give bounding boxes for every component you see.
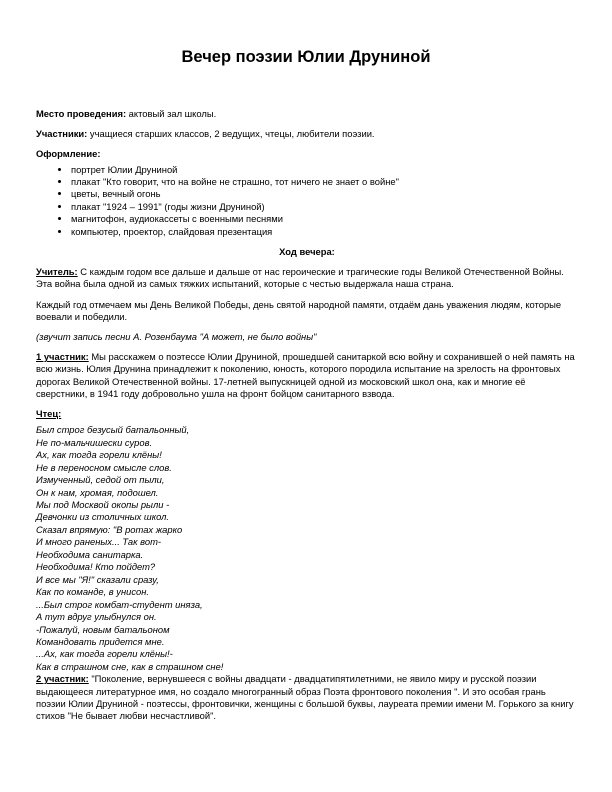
document-body xyxy=(36,108,578,730)
poem-line: Не в переносном смысле слов. xyxy=(36,461,172,473)
participants-label: Участники: xyxy=(36,128,88,140)
poem-line: Был строг безусый батальонный, xyxy=(36,424,190,436)
poem-line: Командовать придется мне. xyxy=(36,635,165,647)
poem-line: Ах, как тогда горели клёны! xyxy=(36,449,162,461)
list-item: • компьютер, проектор, слайдовая презентация xyxy=(71,226,578,238)
poem-line: А тут вдруг улыбнулся он. xyxy=(36,611,157,623)
course-heading: Ход вечера: xyxy=(279,246,335,258)
decor-label: Оформление: xyxy=(36,148,101,160)
venue-paragraph xyxy=(36,108,578,120)
decor-list xyxy=(36,164,578,238)
participants-paragraph xyxy=(36,128,578,140)
participant2-text: "Поколение, вернувшееся с войны двадцати - двадцатипятилетними, не явило миру и русской поэзии выдающееся литературное имя, но создало многогранный образ Поэта фронтового поколения ". И это особая грань поэзии Юлии Друниной - поэтессы, фронтовички, женщины с большой буквы, лауреата премии имени М. Горького за книгу стихов "Не бывает любви несчастливой". xyxy=(36,673,574,721)
poem xyxy=(36,424,578,673)
poem-line: Как по команде, в унисон. xyxy=(36,586,150,598)
venue-label: Место проведения: xyxy=(36,108,127,119)
venue-text: актовый зал школы. xyxy=(126,108,217,119)
list-item: • плакат "Кто говорит, что на войне не страшно, тот ничего не знает о войне" xyxy=(71,176,578,188)
list-item: • цветы, вечный огонь xyxy=(71,188,578,200)
poem-line: Девчонки из столичных школ. xyxy=(36,511,170,523)
poem-line: И много раненых... Так вот- xyxy=(36,536,162,548)
poem-line: -Пожалуй, новым батальоном xyxy=(36,623,170,635)
participant1-text: Мы расскажем о поэтессе Юлии Друниной, прошедшей санитаркой всю войну и сохранившей о ней память на всю жизнь. Юлия Друнина принадлежит к поколению, юность, которого породила испытание на зрелость на фронтовых дорогах Великой Отечественной войны. 17-летней выпускницей одной из московский школ она, как и многие её сверстники, в 1941 году добровольно ушла на фронт бойцом санитарного взвода. xyxy=(36,351,575,399)
poem-line: Не по-мальчишески суров. xyxy=(36,436,153,448)
poem-line: Необходима санитарка. xyxy=(36,548,144,560)
participant1-label: 1 участник: xyxy=(36,351,89,363)
victory-day-paragraph: Каждый год отмечаем мы День Великой Победы, день святой народной памяти, отдаём дань уважения людям, которые воевали и победили. xyxy=(36,298,562,322)
list-item: • портрет Юлии Друниной xyxy=(71,164,578,176)
poem-line: ...Был строг комбат-студент иняза, xyxy=(36,598,203,610)
list-item: • магнитофон, аудиокассеты с военными песнями xyxy=(71,213,578,225)
poem-line: ...Ах, как тогда горели клёны!- xyxy=(36,648,173,660)
participants-text: учащиеся старших классов, 2 ведущих, чтецы, любители поэзии. xyxy=(87,128,375,140)
teacher-text: С каждым годом все дальше и дальше от нас героические и трагические годы Великой Отечественной Войны. Эта война была одной из самых тяжких испытаний, которые с честью выдержала наша страна. xyxy=(36,266,564,290)
poem-line: И все мы "Я!" сказали сразу, xyxy=(36,573,159,585)
teacher-label: Учитель: xyxy=(36,266,78,278)
participant2-paragraph xyxy=(36,673,578,722)
list-item: • плакат "1924 – 1991" (годы жизни Друниной) xyxy=(71,201,578,213)
participant1-paragraph xyxy=(36,351,578,400)
poem-line: Как в страшном сне, как в страшном сне! xyxy=(36,660,224,672)
poem-line: Необходима! Кто пойдет? xyxy=(36,561,156,573)
poem-line: Он к нам, хромая, подошел. xyxy=(36,486,159,498)
poem-line: Мы под Москвой окопы рыли - xyxy=(36,499,170,510)
poem-line: Сказал впрямую: "В ротах жарко xyxy=(36,523,183,535)
song-note: (звучит запись песни А. Розенбаума "А может, не было войны" xyxy=(36,331,317,343)
poem-line: Измученный, седой от пыли, xyxy=(36,474,165,486)
reader-label: Чтец: xyxy=(36,408,62,420)
participant2-label: 2 участник: xyxy=(36,673,89,685)
teacher-paragraph xyxy=(36,266,578,290)
page-title: Вечер поэзии Юлии Друниной xyxy=(181,48,431,66)
